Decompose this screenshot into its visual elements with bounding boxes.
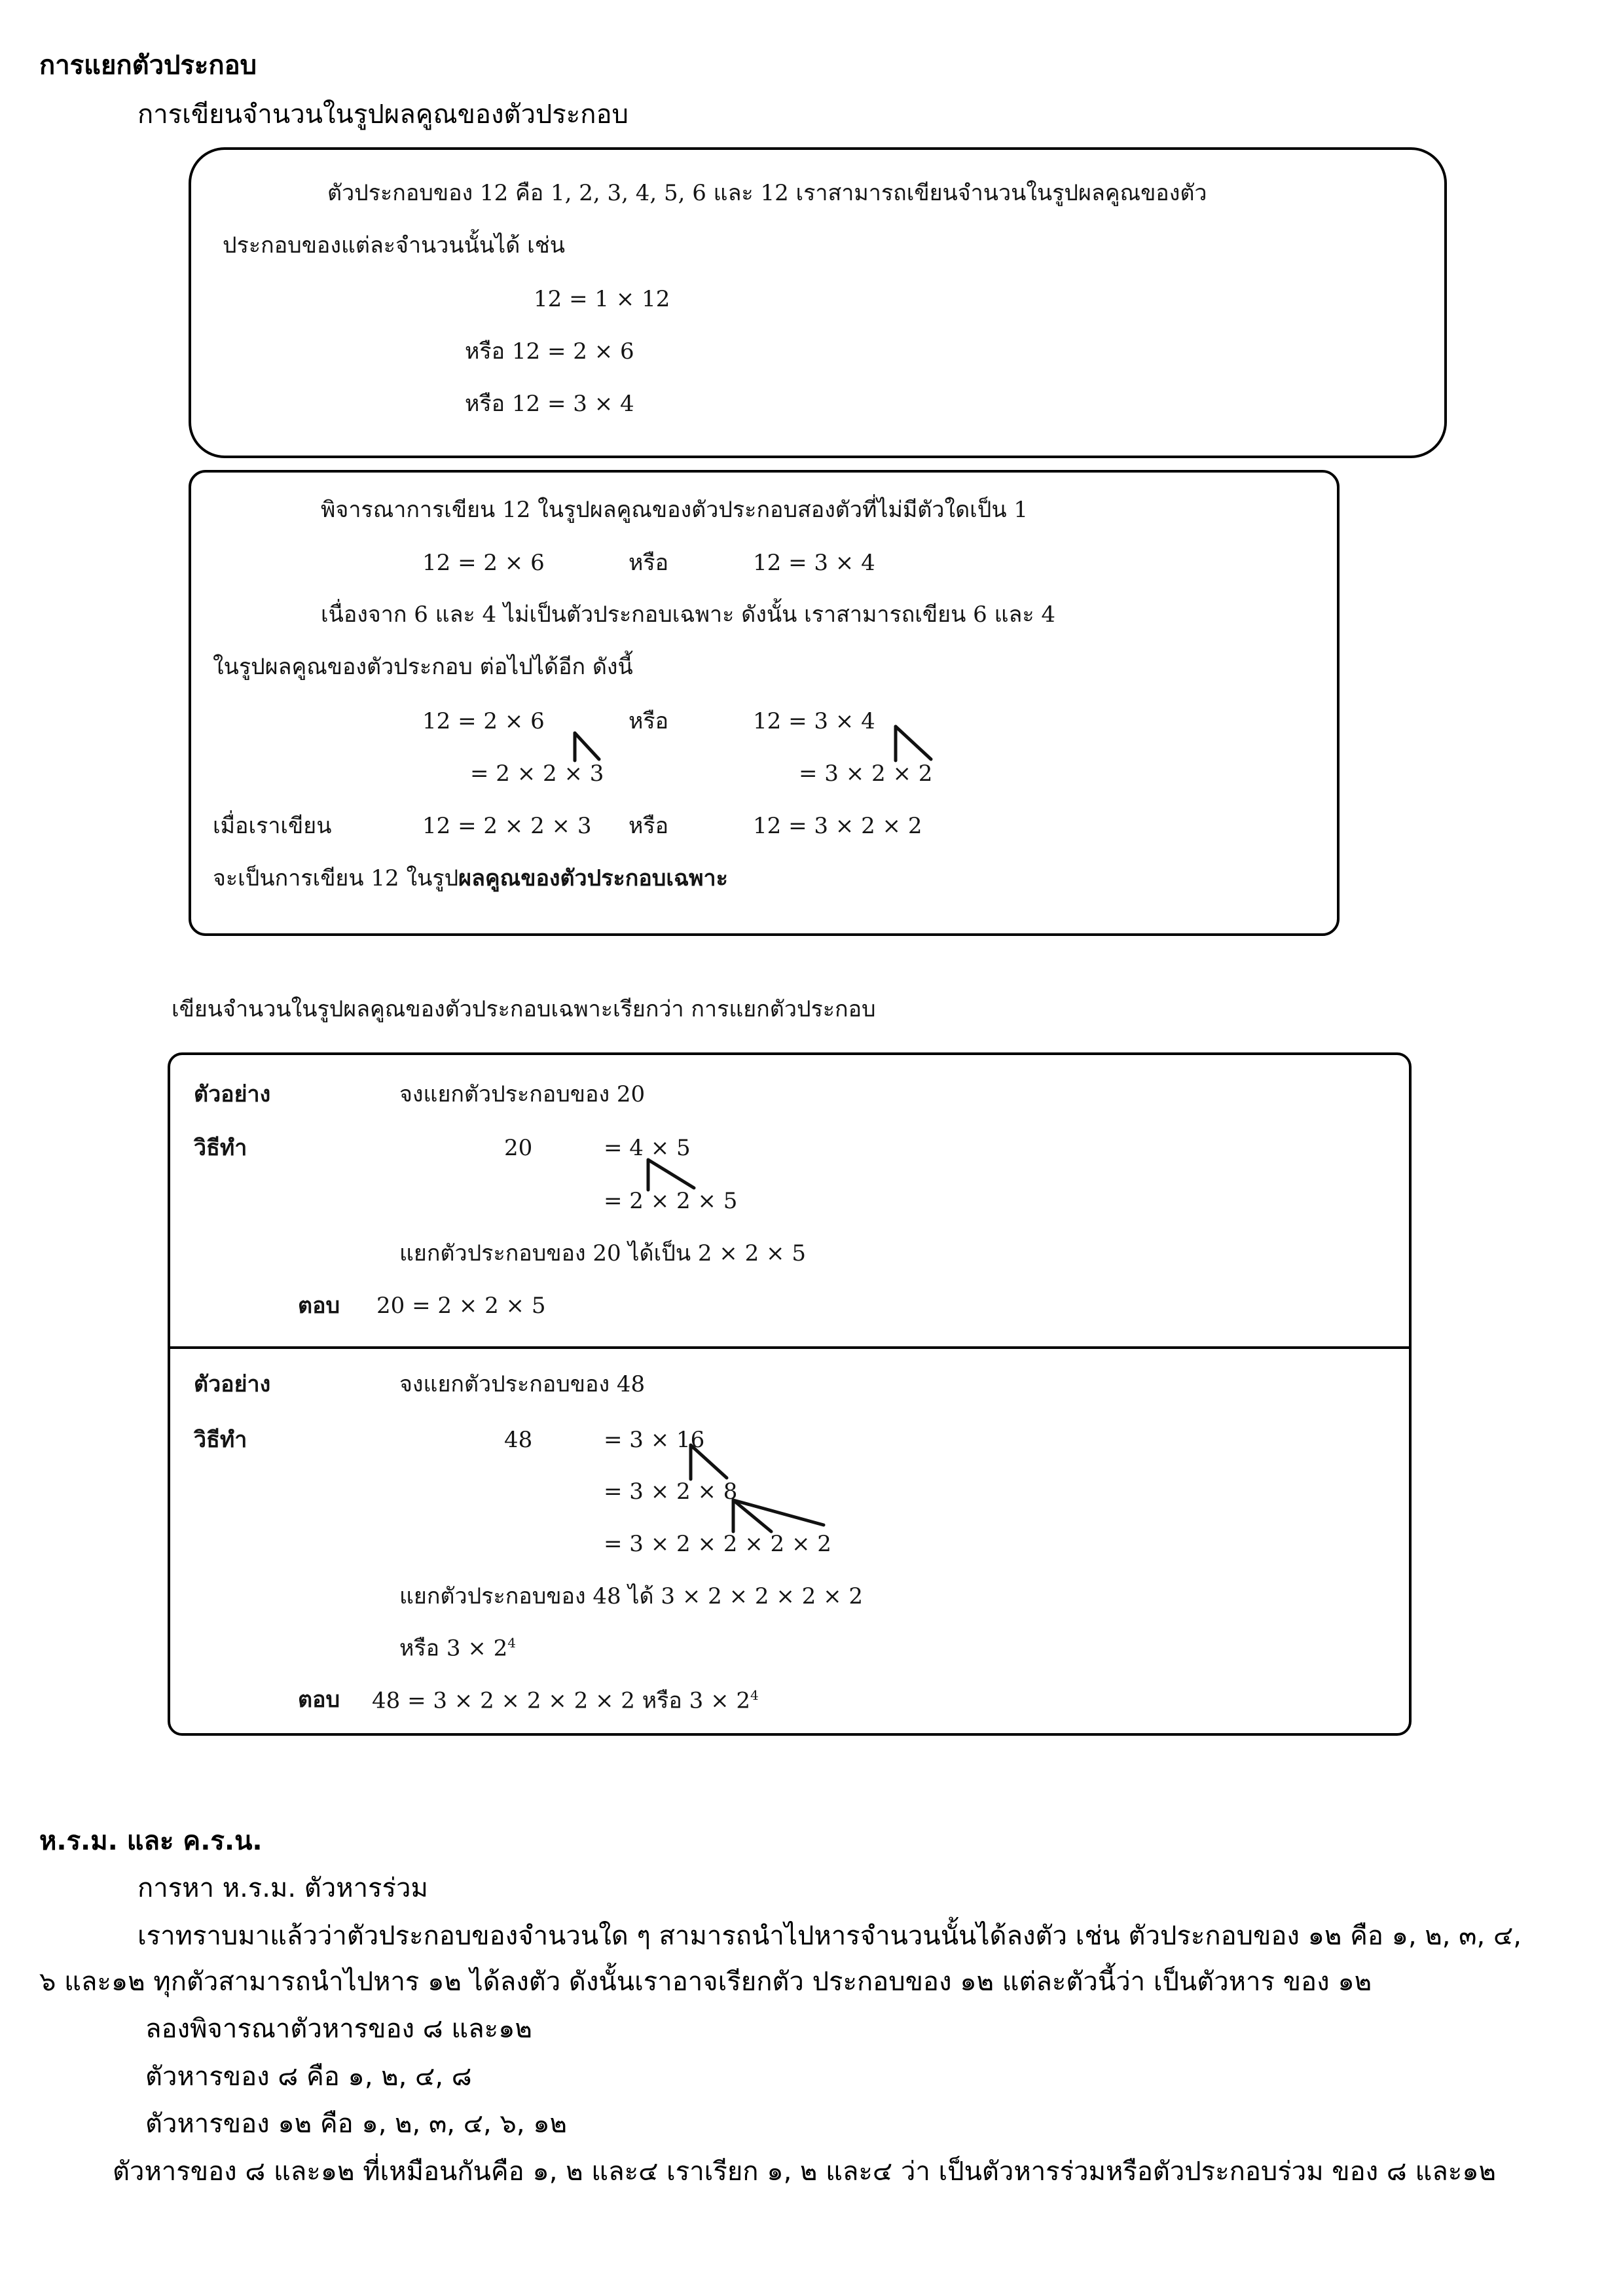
section-title-factorization: การแยกตัวประกอบ: [39, 50, 257, 81]
ex1-step1: = 4 × 5: [604, 1135, 691, 1161]
box2-tree-or: หรือ: [629, 708, 669, 734]
ex2-method-label: วิธีทำ: [194, 1427, 247, 1453]
gcd-consider: ลองพิจารณาตัวหารของ ๘ และ๑๒: [145, 2014, 532, 2044]
box1-equation-2: หรือ 12 = 2 × 6: [465, 338, 634, 365]
gcd-common-divisors: ตัวหารของ ๘ และ๑๒ ที่เหมือนกันคือ ๑, ๒ และ๔ เราเรียก ๑, ๒ และ๔ ว่า เป็นตัวหารร่วมหรือตัวประกอบร่วม ของ ๘ และ๑๒: [113, 2157, 1497, 2187]
ex1-answer: 20 = 2 × 2 × 5: [376, 1293, 546, 1319]
box2-final-left: 12 = 2 × 2 × 3: [422, 813, 592, 839]
box2-line3: เนื่องจาก 6 และ 4 ไม่เป็นตัวประกอบเฉพาะ ดังนั้น เราสามารถเขียน 6 และ 4: [321, 601, 1056, 628]
box2-final-or: หรือ: [629, 813, 669, 839]
ex2-answer-exponent: 4: [750, 1687, 759, 1703]
box1-equation-1: 12 = 1 × 12: [534, 286, 670, 312]
box2-line2-right: 12 = 3 × 4: [753, 550, 875, 576]
section-subtitle-product-form: การเขียนจำนวนในรูปผลคูณของตัวประกอบ: [137, 99, 629, 130]
gcd-paragraph-line2: ๖ และ๑๒ ทุกตัวสามารถนำไปหาร ๑๒ ได้ลงตัว ดังนั้นเราอาจเรียกตัว ประกอบของ ๑๒ แต่ละตัวนี้ว่า เป็นตัวหาร ของ ๑๒: [39, 1967, 1372, 1997]
ex1-question: จงแยกตัวประกอบของ 20: [399, 1081, 646, 1107]
box1-intro-line2: ประกอบของแต่ละจำนวนนั้นได้ เช่น: [223, 232, 566, 259]
box2-conclusion: [213, 867, 728, 889]
box2-tree-left-2: = 2 × 2 × 3: [470, 761, 604, 787]
box2-tree-right-2: = 3 × 2 × 2: [799, 761, 933, 787]
gcd-divisors-of-8: ตัวหารของ ๘ คือ ๑, ๒, ๔, ๘: [145, 2062, 472, 2092]
box2-final-right: 12 = 3 × 2 × 2: [753, 813, 922, 839]
section-subtitle-gcd: การหา ห.ร.ม. ตัวหารร่วม: [137, 1873, 428, 1903]
ex2-alternative: [399, 1635, 517, 1662]
ex2-step1: = 3 × 16: [604, 1427, 705, 1453]
box2-conclusion-normal: จะเป็นการเขียน 12 ในรูป: [213, 865, 459, 891]
ex1-number: 20: [504, 1135, 533, 1161]
box2-line2-left: 12 = 2 × 6: [422, 550, 545, 576]
box2-conclusion-bold: ผลคูณของตัวประกอบเฉพาะ: [458, 865, 728, 891]
box1-intro-line1: ตัวประกอบของ 12 คือ 1, 2, 3, 4, 5, 6 และ 12 เราสามารถเขียนจำนวนในรูปผลคูณของตัว: [327, 180, 1207, 206]
ex2-result: แยกตัวประกอบของ 48 ได้ 3 × 2 × 2 × 2 × 2: [399, 1583, 863, 1609]
ex2-example-label: ตัวอย่าง: [194, 1371, 271, 1397]
box2-tree-left-1: 12 = 2 × 6: [422, 708, 545, 734]
ex2-alternative-base: หรือ 3 × 2: [399, 1635, 508, 1662]
box2-line4: ในรูปผลคูณของตัวประกอบ ต่อไปได้อีก ดังนี้: [213, 654, 633, 680]
ex2-answer-text: 48 = 3 × 2 × 2 × 2 × 2 หรือ 3 × 2: [372, 1687, 751, 1714]
box2-line2-or: หรือ: [629, 550, 669, 576]
box1-equation-3: หรือ 12 = 3 × 4: [465, 391, 634, 417]
ex1-answer-label: ตอบ: [298, 1293, 340, 1319]
ex2-alternative-exponent: 4: [507, 1635, 517, 1651]
gcd-paragraph-line1: เราทราบมาแล้วว่าตัวประกอบของจำนวนใด ๆ สามารถนำไปหารจำนวนนั้นได้ลงตัว เช่น ตัวประกอบของ ๑๒ คือ ๑, ๒, ๓, ๔,: [137, 1921, 1522, 1951]
ex2-step3: = 3 × 2 × 2 × 2 × 2: [604, 1531, 831, 1557]
ex2-answer-label: ตอบ: [298, 1687, 340, 1713]
ex2-question: จงแยกตัวประกอบของ 48: [399, 1371, 646, 1397]
worked-examples-box: [168, 1052, 1412, 1736]
ex2-answer: [372, 1689, 759, 1712]
worked-examples-divider: [168, 1346, 1412, 1349]
ex1-method-label: วิธีทำ: [194, 1135, 247, 1161]
gcd-divisors-of-12: ตัวหารของ ๑๒ คือ ๑, ๒, ๓, ๔, ๖, ๑๒: [145, 2109, 568, 2139]
box2-when-we-write: เมื่อเราเขียน: [213, 813, 332, 839]
ex2-step2: = 3 × 2 × 8: [604, 1479, 738, 1505]
box2-tree-right-1: 12 = 3 × 4: [753, 708, 875, 734]
ex1-result: แยกตัวประกอบของ 20 ได้เป็น 2 × 2 × 5: [399, 1240, 806, 1266]
definition-factorization: เขียนจำนวนในรูปผลคูณของตัวประกอบเฉพาะเรียกว่า การแยกตัวประกอบ: [172, 996, 876, 1022]
box2-line1: พิจารณาการเขียน 12 ในรูปผลคูณของตัวประกอบสองตัวที่ไม่มีตัวใดเป็น 1: [321, 497, 1029, 523]
ex1-example-label: ตัวอย่าง: [194, 1081, 271, 1107]
ex2-number: 48: [504, 1427, 533, 1453]
section-title-gcd-lcm: ห.ร.ม. และ ค.ร.น.: [39, 1826, 263, 1856]
ex1-step2: = 2 × 2 × 5: [604, 1188, 738, 1214]
